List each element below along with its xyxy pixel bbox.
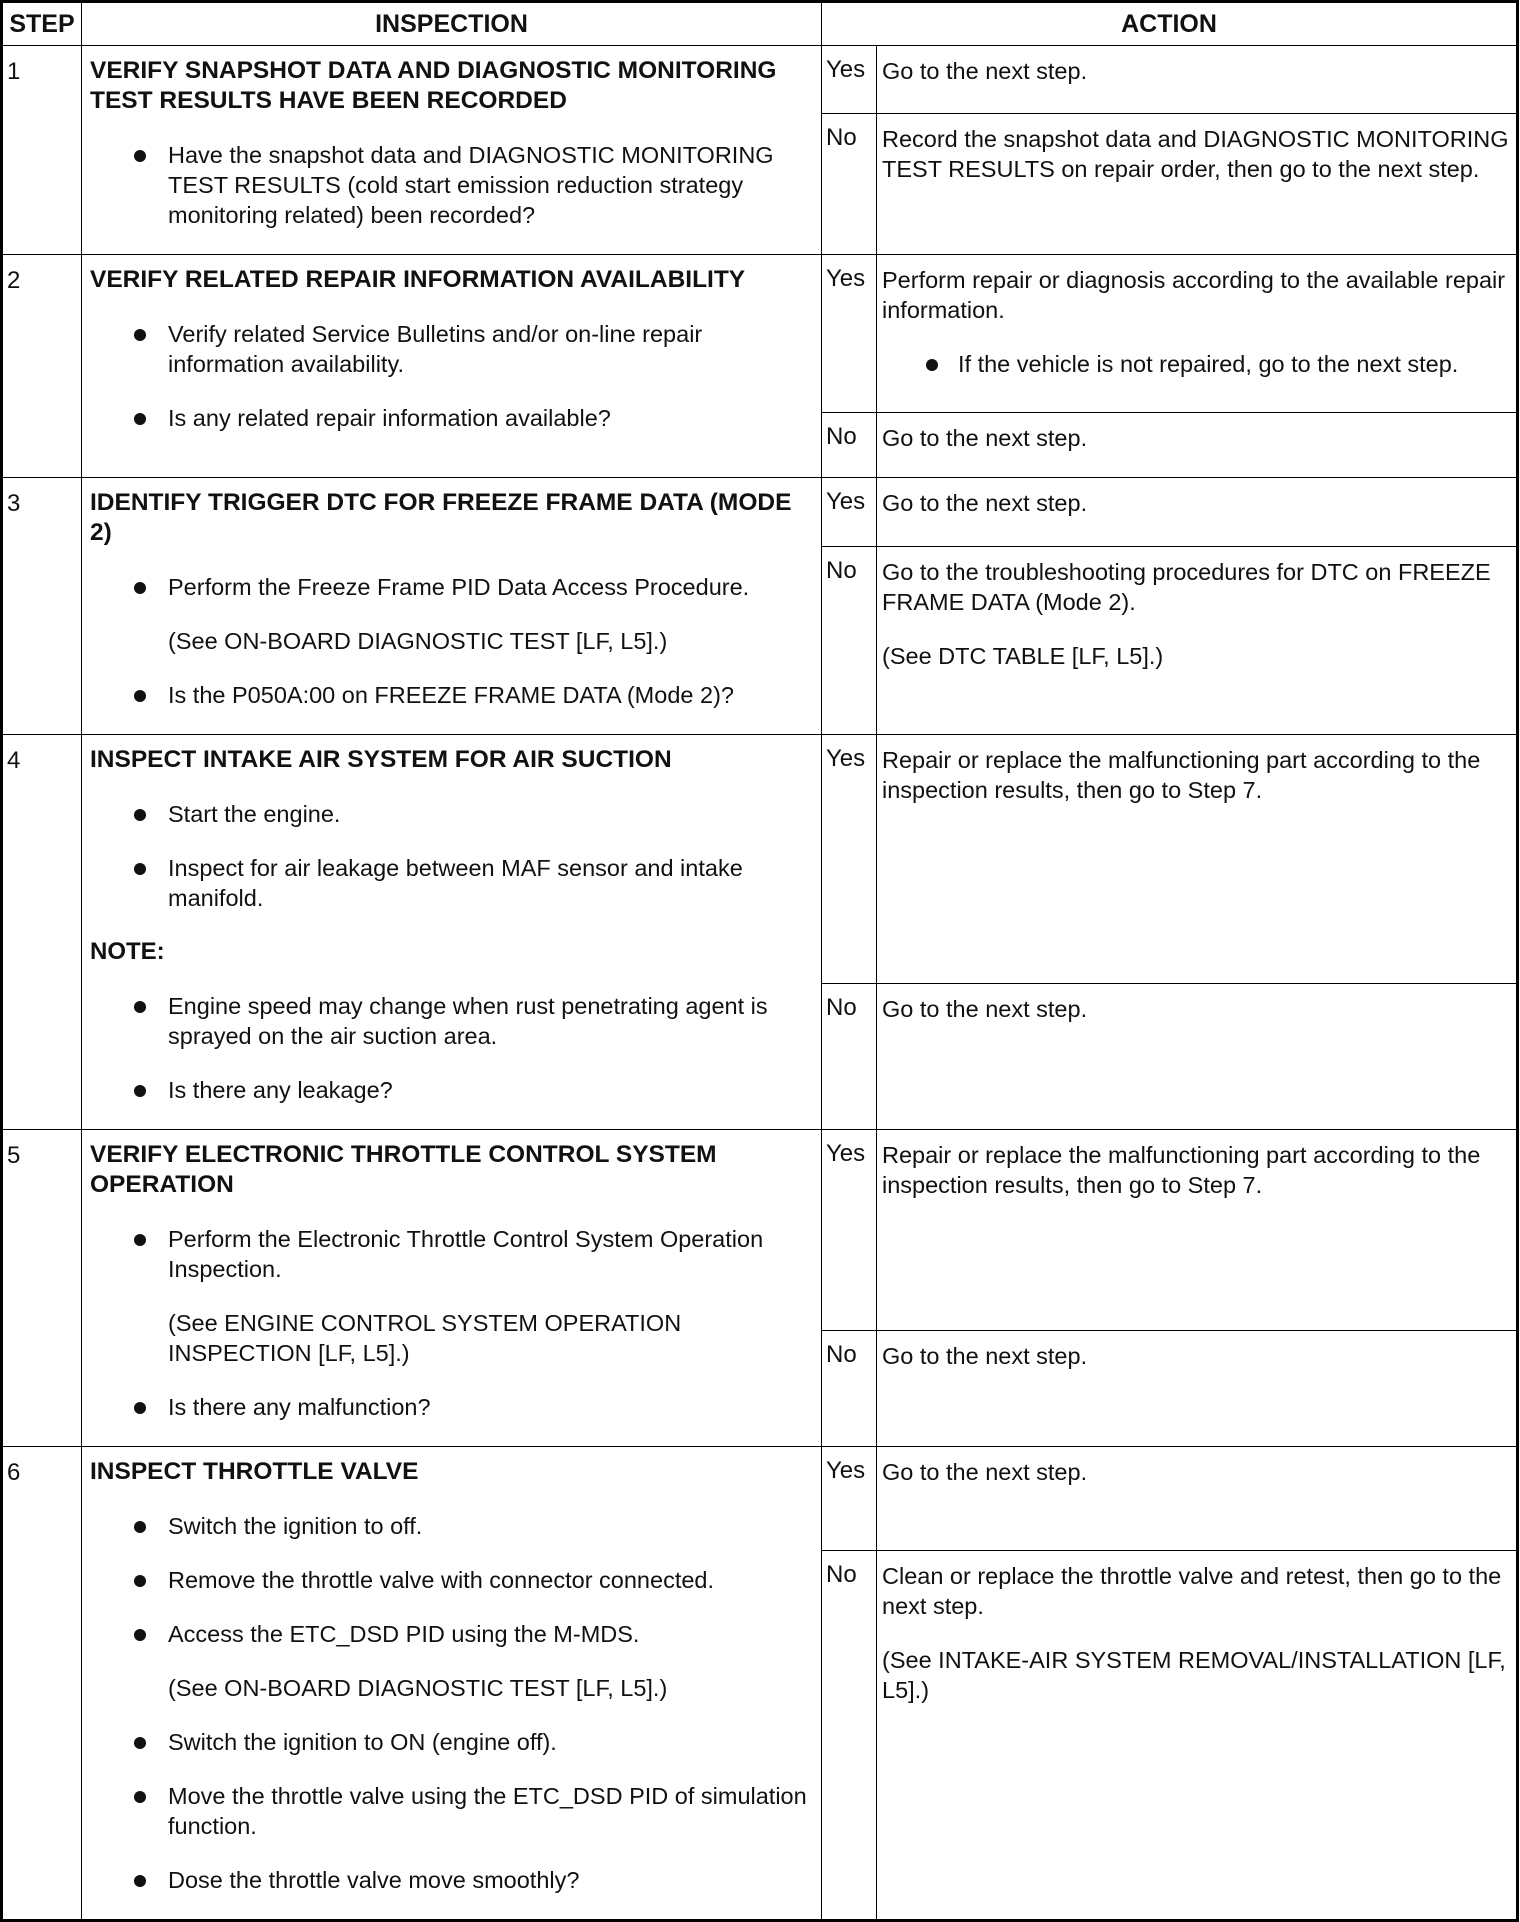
bullet-item: Dose the throttle valve move smoothly? [90, 1865, 813, 1895]
action-yes: Perform repair or diagnosis according to the available repair information. If the vehicle is not repaired, go to the next step. [877, 255, 1518, 413]
no-label: No [822, 1331, 877, 1447]
no-label: No [822, 546, 877, 734]
action-no: Record the snapshot data and DIAGNOSTIC MONITORING TEST RESULTS on repair order, then go to the next step. [877, 113, 1518, 254]
no-label: No [822, 113, 877, 254]
bullet-item: Move the throttle valve using the ETC_DSD PID of simulation function. [90, 1781, 813, 1841]
step-number: 2 [2, 255, 82, 478]
bullet-icon [134, 150, 146, 162]
step-number: 1 [2, 46, 82, 255]
bullet-item: Remove the throttle valve with connector connected. [90, 1565, 813, 1595]
step-title: VERIFY RELATED REPAIR INFORMATION AVAILABILITY [90, 266, 746, 293]
reference-text: (See ENGINE CONTROL SYSTEM OPERATION INSPECTION [LF, L5].) [168, 1310, 682, 1366]
bullet-item: Start the engine. [90, 799, 813, 829]
bullet-icon [134, 1629, 146, 1641]
yes-label: Yes [822, 46, 877, 114]
inspection-cell [82, 478, 822, 735]
header-row [2, 2, 1518, 46]
bullet-item: Verify related Service Bulletins and/or on-line repair information availability. [90, 319, 813, 379]
bullet-item: Perform the Freeze Frame PID Data Access Procedure. [90, 572, 813, 602]
action-yes: Repair or replace the malfunctioning part according to the inspection results, then go to Step 7. [877, 735, 1518, 984]
yes-label: Yes [822, 735, 877, 984]
note-label: NOTE: [90, 938, 165, 965]
inspection-cell [82, 46, 822, 255]
step-number: 4 [2, 735, 82, 1130]
reference-text: (See ON-BOARD DIAGNOSTIC TEST [LF, L5].) [168, 1675, 668, 1701]
action-column-header: ACTION [822, 2, 1518, 46]
bullet-icon [134, 1521, 146, 1533]
bullet-icon [134, 1234, 146, 1246]
action-no: Go to the next step. [877, 983, 1518, 1129]
step-column-header: STEP [2, 2, 82, 46]
step-title: VERIFY SNAPSHOT DATA AND DIAGNOSTIC MONITORING TEST RESULTS HAVE BEEN RECORDED [90, 57, 777, 114]
bullet-item: Access the ETC_DSD PID using the M-MDS. [90, 1619, 813, 1649]
bullet-item: Is there any malfunction? [90, 1392, 813, 1422]
reference-text: (See ON-BOARD DIAGNOSTIC TEST [LF, L5].) [168, 628, 668, 654]
action-yes: Go to the next step. [877, 1447, 1518, 1551]
bullet-icon [134, 1737, 146, 1749]
bullet-item: Inspect for air leakage between MAF sensor and intake manifold. [90, 853, 813, 913]
bullet-item: If the vehicle is not repaired, go to the next step. [882, 349, 1510, 379]
bullet-item: Is there any leakage? [90, 1075, 813, 1105]
step-title: IDENTIFY TRIGGER DTC FOR FREEZE FRAME DATA (MODE 2) [90, 489, 792, 546]
action-no: Go to the next step. [877, 413, 1518, 478]
yes-label: Yes [822, 1447, 877, 1551]
bullet-icon [134, 690, 146, 702]
yes-label: Yes [822, 1130, 877, 1331]
bullet-item: Have the snapshot data and DIAGNOSTIC MONITORING TEST RESULTS (cold start emission reduction strategy monitoring related) been recorded? [90, 140, 813, 230]
inspection-cell [82, 1130, 822, 1447]
step-title: INSPECT THROTTLE VALVE [90, 1458, 419, 1485]
bullet-icon [134, 582, 146, 594]
reference-text: (See INTAKE-AIR SYSTEM REMOVAL/INSTALLATION [LF, L5].) [882, 1646, 1506, 1703]
step-title: INSPECT INTAKE AIR SYSTEM FOR AIR SUCTION [90, 746, 672, 773]
inspection-cell [82, 1447, 822, 1921]
bullet-icon [926, 359, 938, 371]
step-3-yes-row [2, 478, 1518, 547]
step-title: VERIFY ELECTRONIC THROTTLE CONTROL SYSTEM OPERATION [90, 1141, 717, 1198]
bullet-icon [134, 1402, 146, 1414]
step-2-yes-row [2, 255, 1518, 413]
yes-label: Yes [822, 478, 877, 547]
no-label: No [822, 983, 877, 1129]
inspection-cell [82, 255, 822, 478]
step-6-yes-row [2, 1447, 1518, 1551]
bullet-item: Switch the ignition to off. [90, 1511, 813, 1541]
inspection-cell [82, 735, 822, 1130]
bullet-icon [134, 1875, 146, 1887]
bullet-icon [134, 863, 146, 875]
action-no: Go to the troubleshooting procedures for DTC on FREEZE FRAME DATA (Mode 2). (See DTC TABLE [LF, L5].) [877, 546, 1518, 734]
step-number: 5 [2, 1130, 82, 1447]
step-1-yes-row [2, 46, 1518, 114]
bullet-icon [134, 809, 146, 821]
step-5-yes-row [2, 1130, 1518, 1331]
bullet-icon [134, 1791, 146, 1803]
action-no: Clean or replace the throttle valve and retest, then go to the next step. (See INTAKE-AIR SYSTEM REMOVAL/INSTALLATION [LF, L5].) [877, 1550, 1518, 1920]
no-label: No [822, 413, 877, 478]
bullet-item: Perform the Electronic Throttle Control System Operation Inspection. [90, 1224, 813, 1284]
step-number: 6 [2, 1447, 82, 1921]
yes-label: Yes [822, 255, 877, 413]
bullet-item: Is any related repair information available? [90, 403, 813, 433]
action-yes: Go to the next step. [877, 478, 1518, 547]
bullet-icon [134, 1001, 146, 1013]
bullet-item: Switch the ignition to ON (engine off). [90, 1727, 813, 1757]
no-label: No [822, 1550, 877, 1920]
step-number: 3 [2, 478, 82, 735]
bullet-icon [134, 1085, 146, 1097]
step-4-yes-row [2, 735, 1518, 984]
bullet-icon [134, 1575, 146, 1587]
inspection-column-header: INSPECTION [82, 2, 822, 46]
action-no: Go to the next step. [877, 1331, 1518, 1447]
action-yes: Repair or replace the malfunctioning part according to the inspection results, then go to Step 7. [877, 1130, 1518, 1331]
bullet-icon [134, 329, 146, 341]
bullet-icon [134, 413, 146, 425]
bullet-item: Is the P050A:00 on FREEZE FRAME DATA (Mode 2)? [90, 680, 813, 710]
bullet-item: Engine speed may change when rust penetrating agent is sprayed on the air suction area. [90, 991, 813, 1051]
action-yes: Go to the next step. [877, 46, 1518, 114]
reference-text: (See DTC TABLE [LF, L5].) [882, 642, 1164, 669]
